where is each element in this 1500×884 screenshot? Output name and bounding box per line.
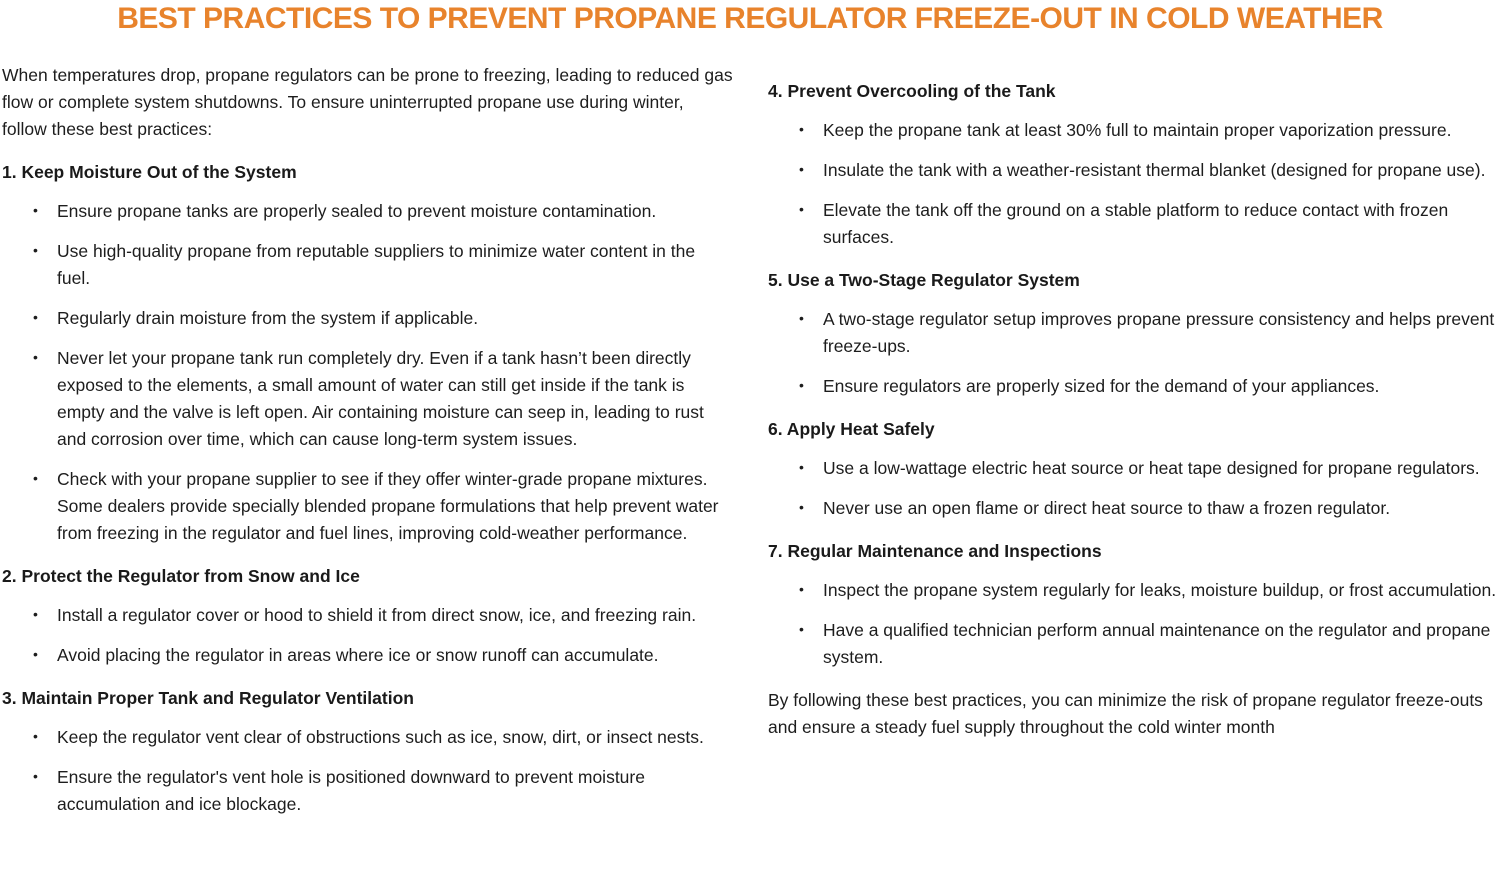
section-protect-regulator: [2, 563, 733, 669]
page-title: BEST PRACTICES TO PREVENT PROPANE REGULATOR FREEZE-OUT IN COLD WEATHER: [117, 2, 1383, 35]
bullet-item: • Ensure the regulator's vent hole is positioned downward to prevent moisture accumulation and ice blockage.: [57, 764, 733, 818]
section-prevent-overcooling: [768, 78, 1499, 251]
section-heading: 5. Use a Two-Stage Regulator System: [768, 270, 1080, 290]
bullet-item: • Ensure propane tanks are properly sealed to prevent moisture contamination.: [57, 198, 733, 225]
section-keep-moisture-out: [2, 159, 733, 547]
two-column-layout: [0, 62, 1500, 831]
bullet-item: • Never let your propane tank run completely dry. Even if a tank hasn’t been directly exposed to the elements, a small amount of water can still get inside if the tank is empty and the valve is left open. Air containing moisture can seep in, leading to rust and corrosion over time, which can cause long-term system issues.: [57, 345, 733, 453]
bullet-item: • Elevate the tank off the ground on a stable platform to reduce contact with frozen surfaces.: [823, 197, 1499, 251]
section-heading: 3. Maintain Proper Tank and Regulator Ventilation: [2, 688, 414, 708]
bullet-item: • Have a qualified technician perform annual maintenance on the regulator and propane system.: [823, 617, 1499, 671]
section-apply-heat-safely: [768, 416, 1499, 522]
bullet-item: • A two-stage regulator setup improves propane pressure consistency and helps prevent freeze-ups.: [823, 306, 1499, 360]
bullet-item: • Inspect the propane system regularly for leaks, moisture buildup, or frost accumulation.: [823, 577, 1499, 604]
bullet-item: • Use high-quality propane from reputable suppliers to minimize water content in the fuel.: [57, 238, 733, 292]
bullet-list: [2, 198, 733, 547]
bullet-item: • Keep the regulator vent clear of obstructions such as ice, snow, dirt, or insect nests.: [57, 724, 733, 751]
bullet-item: • Keep the propane tank at least 30% full to maintain proper vaporization pressure.: [823, 117, 1499, 144]
bullet-list: [2, 602, 733, 669]
bullet-list: [768, 577, 1499, 671]
section-two-stage-regulator: [768, 267, 1499, 400]
bullet-item: • Use a low-wattage electric heat source or heat tape designed for propane regulators.: [823, 455, 1499, 482]
bullet-list: [768, 455, 1499, 522]
closing-paragraph: By following these best practices, you can minimize the risk of propane regulator freeze-outs and ensure a steady fuel supply throughout the cold winter month: [768, 690, 1483, 737]
bullet-item: • Avoid placing the regulator in areas where ice or snow runoff can accumulate.: [57, 642, 733, 669]
section-heading: 2. Protect the Regulator from Snow and Ice: [2, 566, 360, 586]
bullet-item: • Install a regulator cover or hood to shield it from direct snow, ice, and freezing rain.: [57, 602, 733, 629]
bullet-item: • Regularly drain moisture from the system if applicable.: [57, 305, 733, 332]
bullet-list: [2, 724, 733, 818]
section-heading: 7. Regular Maintenance and Inspections: [768, 541, 1102, 561]
bullet-item: • Never use an open flame or direct heat source to thaw a frozen regulator.: [823, 495, 1499, 522]
bullet-list: [768, 306, 1499, 400]
right-column: [768, 62, 1499, 831]
section-maintenance-inspections: [768, 538, 1499, 671]
bullet-item: • Insulate the tank with a weather-resistant thermal blanket (designed for propane use).: [823, 157, 1499, 184]
section-heading: 4. Prevent Overcooling of the Tank: [768, 81, 1056, 101]
bullet-item: • Check with your propane supplier to see if they offer winter-grade propane mixtures. Some dealers provide specially blended propane formulations that help prevent water from freezing in the regulator and fuel lines, improving cold-weather performance.: [57, 466, 733, 547]
section-ventilation: [2, 685, 733, 818]
section-heading: 6. Apply Heat Safely: [768, 419, 935, 439]
bullet-item: • Ensure regulators are properly sized for the demand of your appliances.: [823, 373, 1499, 400]
section-heading: 1. Keep Moisture Out of the System: [2, 162, 297, 182]
intro-paragraph: When temperatures drop, propane regulators can be prone to freezing, leading to reduced gas flow or complete system shutdowns. To ensure uninterrupted propane use during winter, follow these best practices:: [2, 65, 733, 139]
left-column: [2, 62, 733, 831]
bullet-list: [768, 117, 1499, 251]
document-page: [0, 2, 1500, 831]
